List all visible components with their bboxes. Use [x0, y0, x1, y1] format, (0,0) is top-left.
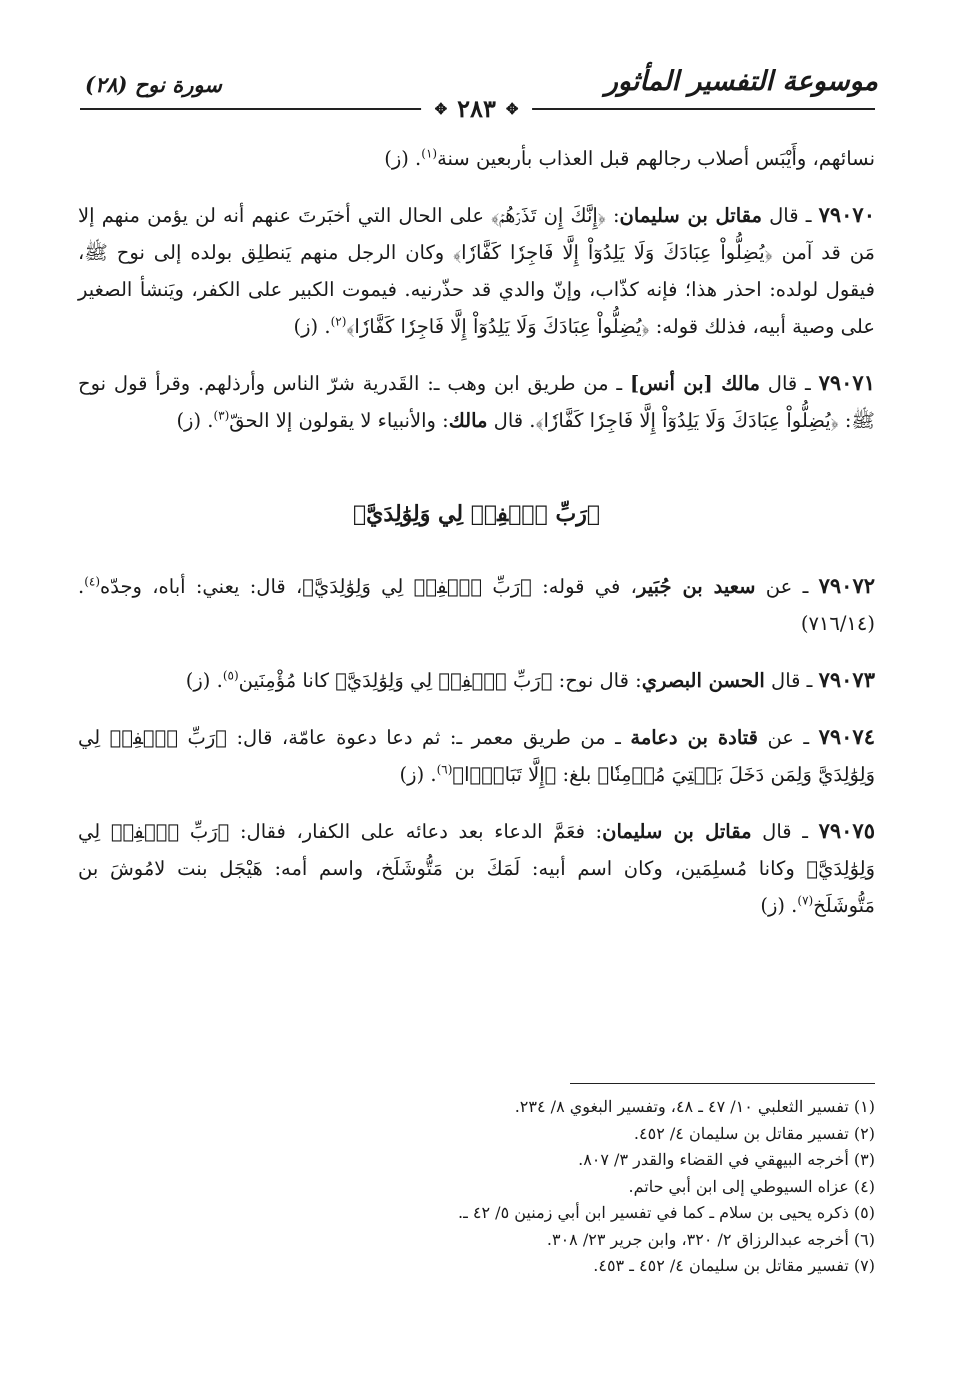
narration-text: ، في قوله: ﴿رَبِّ ٱغۡفِرۡ لِي وَلِوَٰلِدَيَّ﴾، قال: يعني: أباه، وجدّه	[100, 575, 637, 598]
narration-text: . (ز)	[384, 147, 422, 170]
narrator-name: مالك	[448, 409, 488, 432]
narration-paragraph	[78, 140, 875, 177]
footnote-ref[interactable]: (٥)	[222, 668, 239, 683]
footnote-ref[interactable]: (١)	[421, 146, 438, 161]
narration-text: : والأنبياء لا يقولون إلا الحقّ	[229, 409, 449, 432]
book-title: موسوعة التفسير المأثور	[604, 66, 878, 97]
narration-text: : قال نوح: ﴿رَبِّ ٱغۡفِرۡ لِي وَلِوَٰلِدَيَّ﴾ كانا مُؤْمِنَين	[238, 669, 642, 692]
narration-text: . (ز)	[293, 315, 331, 338]
narration-number: ٧٩٠٧٢	[818, 573, 876, 598]
narration-text: نسائهم، وأَيْبَس أصلاب رجالهم قبل العذاب بأربعين سنة	[437, 147, 875, 170]
footnote-item: (١) تفسير الثعلبي ١٠/ ٤٧ ـ ٤٨، وتفسير البغوي ٨/ ٢٣٤.	[514, 1097, 875, 1116]
section-heading: ﴿رَبِّ ٱغۡفِرۡ لِي وَلِوَٰلِدَيَّ﴾	[352, 501, 601, 527]
narration-text: . (ز)	[399, 763, 437, 786]
ornament-right-icon: ✥	[505, 99, 519, 118]
narration-number: ٧٩٠٧٣	[818, 667, 875, 692]
footnote-item: (٢) تفسير مقاتل بن سليمان ٤/ ٤٥٢.	[633, 1123, 875, 1143]
narration-text: ـ من طريق معمر ـ: ثم دعا دعوة عامّة، قال: ﴿رَبِّ ٱغۡفِرۡ لِي وَلِوَٰلِدَيَّ وَلِمَن دَخَلَ بَيۡتِيَ مُؤۡمِنٗا﴾ بلغ: ﴿إِلَّا تَبَارَۢا﴾	[78, 726, 875, 786]
ornament-left-icon: ✥	[434, 99, 448, 118]
narration-text: : ﴿إِنَّكَ إِن تَذَرۡهُمۡ﴾ على الحال التي أخبَرتَ عنهم أنه لن يؤمن منهم إلا مَن قد آمن ﴿يُضِلُّواْ عِبَادَكَ وَلَا يَلِدُوٓاْ إِلَّا فَاجِرٗا كَفَّارٗا﴾ وكان الرجل منهم يَنطلِق بولده إلى نوح ﷺ، فيقول لولده: احذر هذا؛ فإنه كذّاب، وإنّ والدي قد حذّرنيه. فيموت الكبير على الكفر، ويَنشأ الصغير على وصية أبيه، فذلك قوله: ﴿يُضِلُّواْ عِبَادَكَ وَلَا يَلِدُوٓاْ إِلَّا فَاجِرٗا كَفَّارٗا﴾	[78, 204, 875, 338]
footnote-item: (٤) عزاه السيوطي إلى ابن أبي حاتم.	[628, 1176, 875, 1196]
footnote-ref[interactable]: (٣)	[213, 408, 230, 423]
narration-number: ٧٩٠٧١	[818, 370, 875, 395]
narration-text: ـ قال	[759, 372, 819, 395]
narration-paragraph	[78, 812, 875, 924]
narration-text: : فعَمَّ الدعاء بعد دعائه على الكفار، فقال: ﴿رَبِّ ٱغۡفِرۡ لِي وَلِوَٰلِدَيَّ﴾ وكانا مُسلِمَين، وكان اسم أبيه: لَمَكَ بن مَتُّوشَلَخ، واسم أمه: هَيْجَل بنت لامُوشَ بن مَتُّوشَلَخ	[78, 820, 875, 917]
narration-number: ٧٩٠٧٠	[818, 202, 875, 227]
footnote-rule	[570, 1083, 875, 1084]
footnote-ref[interactable]: (٢)	[330, 314, 347, 329]
surah-label	[85, 72, 222, 97]
surah-name: سورة نوح	[134, 72, 222, 97]
narration-paragraph	[78, 567, 875, 642]
footnote-item: (٧) تفسير مقاتل بن سليمان ٤/ ٤٥٢ ـ ٤٥٣.	[593, 1256, 875, 1275]
narration-paragraph	[78, 364, 875, 439]
surah-number: (٢٨)	[85, 72, 128, 97]
page-number: ٢٨٣	[457, 94, 496, 123]
narration-text: ـ قال	[764, 669, 819, 692]
footnote-ref[interactable]: (٤)	[84, 574, 101, 589]
footnote-ref[interactable]: (٦)	[436, 762, 453, 777]
footnote-item: (٦) أخرجه عبدالرزاق ٢/ ٣٢٠، وابن جرير ٢٣/ ٣٠٨.	[546, 1229, 875, 1249]
paragraphs-group-b	[78, 567, 875, 924]
footnote-item: (٥) ذكره يحيى بن سلام ـ كما في تفسير ابن أبي زمنين ٥/ ٤٢ ـ.	[458, 1203, 875, 1222]
narrator-name: مقاتل بن سليمان	[602, 820, 752, 843]
narration-text: ـ قال	[761, 204, 819, 227]
narration-text: ـ عن	[755, 575, 819, 598]
narrator-name: مقاتل بن سليمان	[619, 204, 762, 227]
narrator-name: الحسن البصري	[641, 669, 765, 692]
narration-text: . (ز)	[185, 669, 223, 692]
narration-paragraph	[78, 661, 875, 699]
main-text	[78, 140, 875, 943]
narration-paragraph	[78, 196, 875, 345]
paragraphs-group-a	[78, 140, 875, 439]
narration-paragraph	[78, 718, 875, 793]
footnote-ref[interactable]: (٧)	[797, 893, 814, 908]
narration-number: ٧٩٠٧٥	[818, 818, 875, 843]
narrator-name: سعيد بن جُبَير	[636, 575, 756, 598]
narration-number: ٧٩٠٧٤	[818, 724, 875, 749]
narration-text: ـ من طريق ابن وهب ـ: القَدرية شرّ الناس وأرذلهم. وقرأ قول نوح ﷺ: ﴿يُضِلُّواْ عِبَادَكَ وَلَا يَلِدُوٓاْ إِلَّا فَاجِرٗا كَفَّارٗا﴾. قال	[78, 372, 875, 432]
narrator-name: قتادة بن دعامة	[630, 726, 758, 749]
narrator-name: مالك [بن أنس]	[629, 372, 760, 395]
narration-text: . (٧١٦/١٤)	[78, 575, 875, 635]
footnotes	[78, 1094, 875, 1280]
page-number-box	[421, 94, 533, 123]
footnote-item: (٣) أخرجه البيهقي في القضاء والقدر ٣/ ٨٠٧.	[578, 1150, 875, 1169]
narration-text: ـ عن	[757, 726, 819, 749]
narration-text: . (ز)	[176, 409, 214, 432]
narration-text: ـ قال	[751, 820, 819, 843]
narration-text: . (ز)	[760, 894, 798, 917]
